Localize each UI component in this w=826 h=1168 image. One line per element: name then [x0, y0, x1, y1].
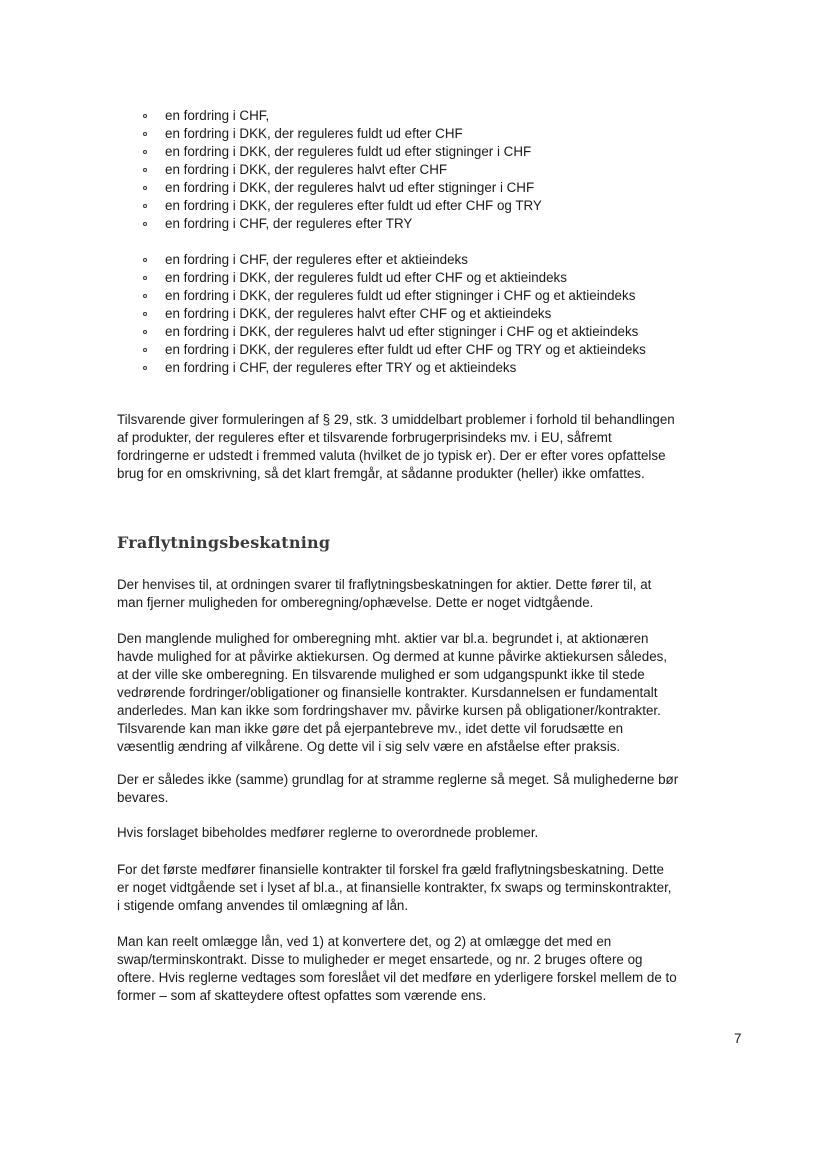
paragraph-tilsvarende: Tilsvarende giver formuleringen af § 29, stk. 3 umiddelbart problemer i forhold til behandlingen af produkter, der reguleres efter et tilsvarende forbrugerprisindeks mv. i EU, såfremt fordringerne er udstedt i fremmed valuta (hvilket de jo typisk er). Der er efter vores opfattelse brug for en omskrivning, så det klart fremgår, at sådanne produkter (heller) ikke omfattes.: [117, 412, 675, 481]
bullet-icon: [143, 168, 147, 172]
bullet-icon: [143, 222, 147, 226]
paragraph-forste: For det første medfører finansielle kontrakter til forskel fra gæld fraflytningsbeskatning. Dette er noget vidtgående set i lyset af bl.a., at finansielle kontrakter, fx swaps og terminskontrakter, i stigende omfang anvendes til omlægning af lån.: [117, 862, 672, 913]
paragraph-henvises: Der henvises til, at ordningen svarer til fraflytningsbeskatningen for aktier. Dette fører til, at man fjerner muligheden for omberegning/ophævelse. Dette er noget vidtgående.: [117, 577, 652, 610]
bullet-icon: [143, 258, 147, 262]
bullet-icon: [143, 204, 147, 208]
bullet-icon: [143, 348, 147, 352]
paragraph-manglende: Den manglende mulighed for omberegning mht. aktier var bl.a. begrundet i, at aktionæren havde mulighed for at påvirke aktiekursen. Og dermed at kunne påvirke aktiekursen således, at der ville ske omberegning. En tilsvarende mulighed er som udgangspunkt ikke til stede vedrørende fordringer/obligationer og finansielle kontrakter. Kursdannelsen er fundamentalt anderledes. Man kan ikke som fordringshaver mv. påvirke kursen på obligationer/kontrakter. Tilsvarende kan man ikke gøre det på ejerpantebreve mv., idet dette vil forudsætte en væsentlig ændring af vilkårene. Og dette vil i sig selv være en afståelse efter praksis.: [117, 631, 668, 754]
bullet-icon: [143, 276, 147, 280]
bullet-icon: [143, 312, 147, 316]
paragraph-hvis: Hvis forslaget bibeholdes medfører reglerne to overordnede problemer.: [117, 825, 539, 840]
document-page: en fordring i CHF, en fordring i DKK, der reguleres fuldt ud efter CHF en fordring i DKK, der reguleres fuldt ud efter stigninger i CHF en fordring i DKK, der reguleres halvt efter CHF en fordring i DKK, der reguleres halvt ud efter stigninger i CHF en fordring i DKK, der reguleres efter fuldt ud efter CHF og TRY en fordring i CHF, der reguleres efter TRY en fordring i CHF, der reguleres efter et aktieindeks en fordring i DKK, der reguleres fuldt ud efter CHF og et aktieindeks en fordring i DKK, der reguleres fuldt ud efter stigninger i CHF og et aktieindeks en fordring i DKK, der reguleres halvt efter CHF og et aktieindeks en fordring i DKK, der reguleres halvt ud efter stigninger i CHF og et aktieindeks en fordring i DKK, der reguleres efter fuldt ud efter CHF og TRY og et aktieindeks en fordring i CHF, der reguleres efter TRY og et aktieindeks Tilsvarende giver formuleringen af § 29, stk. 3 umiddelbart problemer i forhold til behandlingen af produkter, der reguleres efter et tilsvarende forbrugerprisindeks mv. i EU, såfremt fordringerne er udstedt i fremmed valuta (hvilket de jo typisk er). Der er efter vores opfattelse brug for en omskrivning, så det klart fremgår, at sådanne produkter (heller) ikke omfattes. Fraflytningsbeskatning Der henvises til, at ordningen svarer til fraflytningsbeskatningen for aktier. Dette fører til, at man fjerner muligheden for omberegning/ophævelse. Dette er noget vidtgående. Den manglende mulighed for omberegning mht. aktier var bl.a. begrundet i, at aktionæren havde mulighed for at påvirke aktiekursen. Og dermed at kunne påvirke aktiekursen således, at der ville ske omberegning. En tilsvarende mulighed er som udgangspunkt ikke til stede vedrørende fordringer/obligationer og finansielle kontrakter. Kursdannelsen er fundamentalt anderledes. Man kan ikke som fordringshaver mv. påvirke kursen på obligationer/kontrakter. Tilsvarende kan man ikke gøre det på ejerpantebreve mv., idet dette vil forudsætte en væsentlig ændring af vilkårene. Og dette vil i sig selv være en afståelse efter praksis. Der er således ikke (samme) grundlag for at stramme reglerne så meget. Så mulighederne bør bevares. Hvis forslaget bibeholdes medfører reglerne to overordnede problemer. For det første medfører finansielle kontrakter til forskel fra gæld fraflytningsbeskatning. Dette er noget vidtgående set i lyset af bl.a., at finansielle kontrakter, fx swaps og terminskontrakter, i stigende omfang anvendes til omlægning af lån. Man kan reelt omlægge lån, ved 1) at konvertere det, og 2) at omlægge det med en swap/terminskontrakt. Disse to muligheder er meget ensartede, og nr. 2 bruges oftere og oftere. Hvis reglerne vedtages som foreslået vil det medføre en yderligere forskel mellem de to former – som af skatteydere oftest opfattes som værende ens. 7: [117, 108, 742, 1046]
paragraph-reelt: Man kan reelt omlægge lån, ved 1) at konvertere det, og 2) at omlægge det med en swap/terminskontrakt. Disse to muligheder er meget ensartede, og nr. 2 bruges oftere og oftere. Hvis reglerne vedtages som foreslået vil det medføre en yderligere forskel mellem de to former – som af skatteydere oftest opfattes som værende ens.: [117, 934, 677, 1003]
paragraph-grundlag: Der er således ikke (samme) grundlag for at stramme reglerne så meget. Så mulighederne bør bevares.: [117, 772, 679, 805]
bullet-icon: [143, 132, 147, 136]
section-heading: Fraflytningsbeskatning: [117, 533, 331, 552]
bullet-icon: [143, 330, 147, 334]
page-number: 7: [734, 1031, 742, 1046]
bullet-icon: [143, 150, 147, 154]
bullet-icon: [143, 294, 147, 298]
bullet-icon: [143, 366, 147, 370]
bullet-icon: [143, 186, 147, 190]
bullet-icon: [143, 114, 147, 118]
